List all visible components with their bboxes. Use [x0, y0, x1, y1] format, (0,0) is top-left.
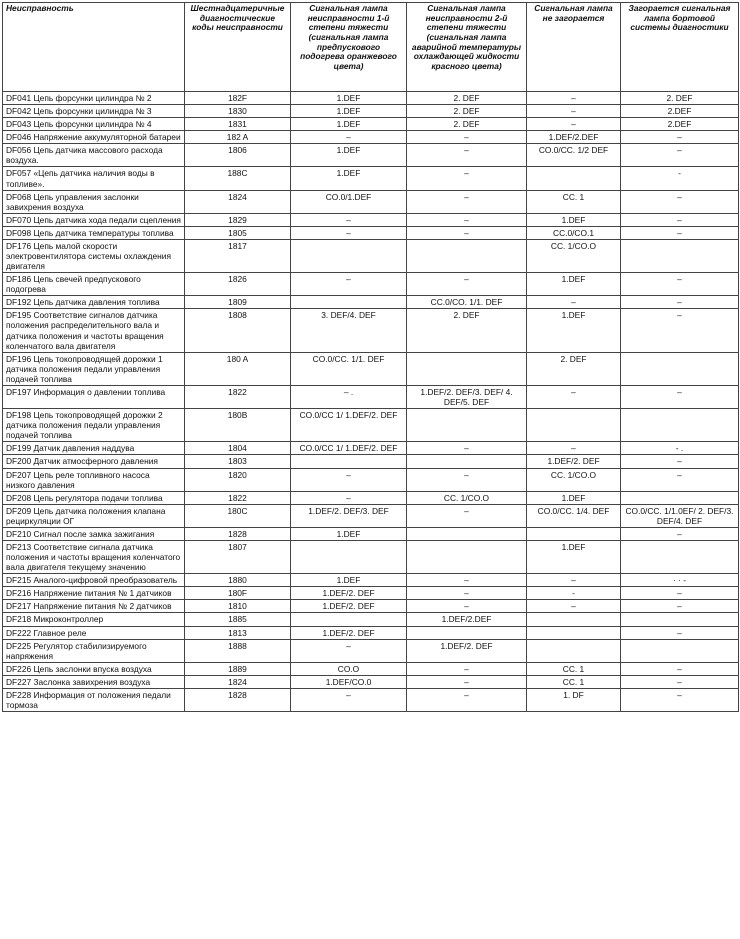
table-row: [3, 352, 739, 385]
obd-cell: [621, 352, 739, 385]
lamp-off-cell: 1.DEF/2.DEF: [527, 131, 621, 144]
lamp1-cell: 1.DEF/2. DEF/3. DEF: [291, 504, 407, 527]
lamp1-cell: 1.DEF: [291, 167, 407, 190]
lamp2-cell: 1.DEF/2. DEF/3. DEF/ 4. DEF/5. DEF: [407, 385, 527, 408]
code-cell: 1828: [185, 527, 291, 540]
lamp-off-cell: –: [527, 118, 621, 131]
obd-cell: –: [621, 144, 739, 167]
table-row: [3, 213, 739, 226]
fault-cell: DF210 Сигнал после замка зажигания: [3, 527, 185, 540]
lamp2-cell: [407, 626, 527, 639]
lamp-off-cell: 1.DEF: [527, 309, 621, 352]
table-row: [3, 131, 739, 144]
table-row: [3, 613, 739, 626]
code-cell: 1824: [185, 190, 291, 213]
lamp-off-cell: –: [527, 105, 621, 118]
code-cell: 188C: [185, 167, 291, 190]
obd-cell: [621, 540, 739, 573]
lamp-off-cell: 1.DEF: [527, 213, 621, 226]
lamp2-cell: 2. DEF: [407, 309, 527, 352]
lamp1-cell: 1.DEF: [291, 144, 407, 167]
table-row: [3, 600, 739, 613]
code-cell: 1808: [185, 309, 291, 352]
lamp2-cell: [407, 540, 527, 573]
lamp-off-cell: [527, 409, 621, 442]
lamp2-cell: 2. DEF: [407, 92, 527, 105]
table-row: [3, 118, 739, 131]
table-body: [3, 92, 739, 712]
table-row: [3, 273, 739, 296]
fault-cell: DF218 Микроконтроллер: [3, 613, 185, 626]
fault-cell: DF216 Напряжение питания № 1 датчиков: [3, 587, 185, 600]
lamp2-cell: –: [407, 131, 527, 144]
lamp1-cell: 1.DEF/CO.0: [291, 675, 407, 688]
lamp1-cell: –: [291, 639, 407, 662]
obd-cell: –: [621, 190, 739, 213]
lamp-off-cell: -: [527, 587, 621, 600]
lamp-off-cell: [527, 167, 621, 190]
code-cell: 1824: [185, 675, 291, 688]
code-cell: 1806: [185, 144, 291, 167]
obd-cell: –: [621, 527, 739, 540]
table-row: [3, 527, 739, 540]
fault-cell: DF209 Цепь датчика положения клапана рециркуляции ОГ: [3, 504, 185, 527]
table-row: [3, 385, 739, 408]
lamp1-cell: 1.DEF: [291, 105, 407, 118]
obd-cell: –: [621, 131, 739, 144]
lamp1-cell: [291, 613, 407, 626]
obd-cell: - .: [621, 442, 739, 455]
code-cell: 1828: [185, 688, 291, 711]
fault-cell: DF227 Заслонка завихрения воздуха: [3, 675, 185, 688]
lamp2-cell: 1.DEF/2.DEF: [407, 613, 527, 626]
fault-cell: DF208 Цепь регулятора подачи топлива: [3, 491, 185, 504]
lamp1-cell: –: [291, 468, 407, 491]
lamp1-cell: 1.DEF/2. DEF: [291, 626, 407, 639]
lamp2-cell: –: [407, 574, 527, 587]
lamp-off-cell: –: [527, 442, 621, 455]
lamp2-cell: 2. DEF: [407, 105, 527, 118]
lamp-off-cell: –: [527, 385, 621, 408]
fault-cell: DF192 Цепь датчика давления топлива: [3, 296, 185, 309]
fault-cell: DF222 Главное реле: [3, 626, 185, 639]
lamp-off-cell: [527, 527, 621, 540]
fault-cell: DF043 Цепь форсунки цилиндра № 4: [3, 118, 185, 131]
table-row: [3, 105, 739, 118]
obd-cell: CO.0/CC. 1/1.0EF/ 2. DEF/3. DEF/4. DEF: [621, 504, 739, 527]
lamp1-cell: 1.DEF: [291, 527, 407, 540]
header-code: Шестнадцатеричные диагностические коды неисправности: [185, 3, 291, 92]
table-row: [3, 167, 739, 190]
fault-cell: DF057 «Цепь датчика наличия воды в топливе».: [3, 167, 185, 190]
lamp2-cell: –: [407, 468, 527, 491]
lamp-off-cell: CC. 1: [527, 662, 621, 675]
header-lamp1: Сигнальная лампа неисправности 1-й степени тяжести (сигнальная лампа предпускового подогрева оранжевого цвета): [291, 3, 407, 92]
lamp2-cell: –: [407, 504, 527, 527]
table-row: [3, 92, 739, 105]
lamp2-cell: [407, 352, 527, 385]
table-row: [3, 144, 739, 167]
table-row: [3, 442, 739, 455]
obd-cell: 2.DEF: [621, 105, 739, 118]
lamp-off-cell: CC.0/CO.1: [527, 226, 621, 239]
lamp-off-cell: CO.0/CC. 1/4. DEF: [527, 504, 621, 527]
fault-cell: DF225 Регулятор стабилизируемого напряжения: [3, 639, 185, 662]
lamp2-cell: –: [407, 662, 527, 675]
lamp1-cell: CO.O: [291, 662, 407, 675]
code-cell: 180B: [185, 409, 291, 442]
lamp-off-cell: 2. DEF: [527, 352, 621, 385]
code-cell: 1826: [185, 273, 291, 296]
obd-cell: [621, 409, 739, 442]
table-row: [3, 587, 739, 600]
code-cell: 1817: [185, 239, 291, 272]
fault-cell: DF176 Цепь малой скорости электровентилятора системы охлаждения двигателя: [3, 239, 185, 272]
table-row: [3, 504, 739, 527]
lamp-off-cell: 1.DEF/2. DEF: [527, 455, 621, 468]
fault-code-table: [2, 2, 739, 712]
code-cell: 1803: [185, 455, 291, 468]
code-cell: 180C: [185, 504, 291, 527]
obd-cell: [621, 491, 739, 504]
obd-cell: –: [621, 309, 739, 352]
lamp2-cell: –: [407, 167, 527, 190]
lamp2-cell: 2. DEF: [407, 118, 527, 131]
fault-cell: DF041 Цепь форсунки цилиндра № 2: [3, 92, 185, 105]
code-cell: 1831: [185, 118, 291, 131]
lamp2-cell: –: [407, 600, 527, 613]
obd-cell: · · -: [621, 574, 739, 587]
lamp-off-cell: CC. 1: [527, 675, 621, 688]
obd-cell: –: [621, 688, 739, 711]
code-cell: 1830: [185, 105, 291, 118]
header-obd-lamp: Загорается сигнальная лампа бортовой системы диагностики: [621, 3, 739, 92]
code-cell: 1888: [185, 639, 291, 662]
lamp1-cell: – .: [291, 385, 407, 408]
lamp2-cell: –: [407, 587, 527, 600]
lamp1-cell: –: [291, 491, 407, 504]
fault-cell: DF197 Информация о давлении топлива: [3, 385, 185, 408]
table-row: [3, 662, 739, 675]
code-cell: 1805: [185, 226, 291, 239]
table-row: [3, 226, 739, 239]
code-cell: 182 A: [185, 131, 291, 144]
lamp2-cell: –: [407, 675, 527, 688]
code-cell: 1804: [185, 442, 291, 455]
lamp-off-cell: [527, 639, 621, 662]
lamp1-cell: –: [291, 688, 407, 711]
fault-cell: DF068 Цепь управления заслонки завихрения воздуха: [3, 190, 185, 213]
obd-cell: 2. DEF: [621, 92, 739, 105]
fault-cell: DF070 Цепь датчика хода педали сцепления: [3, 213, 185, 226]
table-row: [3, 190, 739, 213]
lamp2-cell: –: [407, 442, 527, 455]
lamp1-cell: 3. DEF/4. DEF: [291, 309, 407, 352]
lamp-off-cell: –: [527, 600, 621, 613]
lamp2-cell: [407, 455, 527, 468]
fault-cell: DF056 Цепь датчика массового расхода воздуха.: [3, 144, 185, 167]
lamp1-cell: 1.DEF: [291, 574, 407, 587]
fault-cell: DF196 Цепь токопроводящей дорожки 1 датчика положения педали управления подачей топлива: [3, 352, 185, 385]
lamp1-cell: 1.DEF/2. DEF: [291, 600, 407, 613]
code-cell: 1885: [185, 613, 291, 626]
lamp-off-cell: CC. 1/CO.O: [527, 468, 621, 491]
lamp-off-cell: 1. DF: [527, 688, 621, 711]
lamp2-cell: –: [407, 226, 527, 239]
fault-cell: DF042 Цепь форсунки цилиндра № 3: [3, 105, 185, 118]
header-lamp-off: Сигнальная лампа не загорается: [527, 3, 621, 92]
obd-cell: –: [621, 468, 739, 491]
code-cell: 1810: [185, 600, 291, 613]
lamp1-cell: [291, 540, 407, 573]
fault-cell: DF226 Цепь заслонки впуска воздуха: [3, 662, 185, 675]
lamp2-cell: 1.DEF/2. DEF: [407, 639, 527, 662]
table-row: [3, 239, 739, 272]
lamp2-cell: [407, 527, 527, 540]
lamp2-cell: [407, 239, 527, 272]
lamp-off-cell: [527, 626, 621, 639]
lamp2-cell: CC.0/CO. 1/1. DEF: [407, 296, 527, 309]
lamp1-cell: –: [291, 273, 407, 296]
lamp1-cell: 1.DEF: [291, 92, 407, 105]
fault-cell: DF195 Соответствие сигналов датчика положения распределительного вала и датчика положения и частоты вращения коленчатого вала двигателя: [3, 309, 185, 352]
lamp-off-cell: CC. 1: [527, 190, 621, 213]
header-fault: Неисправность: [3, 3, 185, 92]
code-cell: 180 A: [185, 352, 291, 385]
obd-cell: –: [621, 587, 739, 600]
table-row: [3, 491, 739, 504]
table-row: [3, 309, 739, 352]
obd-cell: -: [621, 167, 739, 190]
obd-cell: [621, 639, 739, 662]
obd-cell: –: [621, 226, 739, 239]
code-cell: 182F: [185, 92, 291, 105]
fault-cell: DF199 Датчик давления наддува: [3, 442, 185, 455]
lamp2-cell: –: [407, 144, 527, 167]
code-cell: 1813: [185, 626, 291, 639]
obd-cell: –: [621, 385, 739, 408]
fault-cell: DF200 Датчик атмосферного давления: [3, 455, 185, 468]
obd-cell: –: [621, 626, 739, 639]
obd-cell: [621, 239, 739, 272]
fault-cell: DF213 Соответствие сигнала датчика положения и частоты вращения коленчатого вала двигателя текущему значению: [3, 540, 185, 573]
lamp2-cell: –: [407, 688, 527, 711]
lamp2-cell: –: [407, 273, 527, 296]
table-row: [3, 626, 739, 639]
table-row: [3, 409, 739, 442]
lamp-off-cell: –: [527, 92, 621, 105]
fault-cell: DF207 Цепь реле топливного насоса низкого давления: [3, 468, 185, 491]
table-row: [3, 675, 739, 688]
fault-cell: DF098 Цепь датчика температуры топлива: [3, 226, 185, 239]
obd-cell: –: [621, 455, 739, 468]
lamp1-cell: –: [291, 213, 407, 226]
table-row: [3, 639, 739, 662]
lamp-off-cell: 1.DEF: [527, 540, 621, 573]
lamp2-cell: –: [407, 190, 527, 213]
fault-cell: DF217 Напряжение питания № 2 датчиков: [3, 600, 185, 613]
fault-cell: DF215 Аналого-цифровой преобразователь: [3, 574, 185, 587]
obd-cell: –: [621, 600, 739, 613]
lamp1-cell: CO.0/CC 1/ 1.DEF/2. DEF: [291, 409, 407, 442]
table-row: [3, 296, 739, 309]
lamp1-cell: CO.0/CC. 1/1. DEF: [291, 352, 407, 385]
lamp1-cell: –: [291, 131, 407, 144]
lamp-off-cell: 1.DEF: [527, 273, 621, 296]
code-cell: 1809: [185, 296, 291, 309]
lamp1-cell: 1.DEF/2. DEF: [291, 587, 407, 600]
lamp1-cell: [291, 455, 407, 468]
lamp1-cell: 1.DEF: [291, 118, 407, 131]
code-cell: 1820: [185, 468, 291, 491]
fault-cell: DF186 Цепь свечей предпускового подогрева: [3, 273, 185, 296]
lamp-off-cell: –: [527, 296, 621, 309]
lamp-off-cell: –: [527, 574, 621, 587]
code-cell: 1889: [185, 662, 291, 675]
table-row: [3, 540, 739, 573]
table-header-row: [3, 3, 739, 92]
lamp1-cell: –: [291, 226, 407, 239]
lamp2-cell: CC. 1/CO.O: [407, 491, 527, 504]
obd-cell: –: [621, 273, 739, 296]
lamp-off-cell: CC. 1/CO.O: [527, 239, 621, 272]
obd-cell: –: [621, 296, 739, 309]
obd-cell: –: [621, 662, 739, 675]
fault-cell: DF198 Цепь токопроводящей дорожки 2 датчика положения педали управления подачей топлива: [3, 409, 185, 442]
code-cell: 1829: [185, 213, 291, 226]
table-row: [3, 468, 739, 491]
obd-cell: 2.DEF: [621, 118, 739, 131]
table-row: [3, 688, 739, 711]
fault-cell: DF228 Информация от положения педали тормоза: [3, 688, 185, 711]
lamp2-cell: [407, 409, 527, 442]
code-cell: 180F: [185, 587, 291, 600]
lamp1-cell: CO.0/1.DEF: [291, 190, 407, 213]
fault-cell: DF046 Напряжение аккумуляторной батареи: [3, 131, 185, 144]
table-row: [3, 574, 739, 587]
code-cell: 1822: [185, 385, 291, 408]
code-cell: 1807: [185, 540, 291, 573]
code-cell: 1880: [185, 574, 291, 587]
obd-cell: –: [621, 213, 739, 226]
lamp1-cell: [291, 239, 407, 272]
lamp2-cell: –: [407, 213, 527, 226]
header-lamp2: Сигнальная лампа неисправности 2-й степени тяжести (сигнальная лампа аварийной температуры охлаждающей жидкости красного цвета): [407, 3, 527, 92]
obd-cell: –: [621, 675, 739, 688]
lamp-off-cell: 1.DEF: [527, 491, 621, 504]
lamp-off-cell: [527, 613, 621, 626]
lamp-off-cell: CO.0/CC. 1/2 DEF: [527, 144, 621, 167]
lamp1-cell: [291, 296, 407, 309]
code-cell: 1822: [185, 491, 291, 504]
lamp1-cell: CO.0/CC 1/ 1.DEF/2. DEF: [291, 442, 407, 455]
table-row: [3, 455, 739, 468]
obd-cell: [621, 613, 739, 626]
